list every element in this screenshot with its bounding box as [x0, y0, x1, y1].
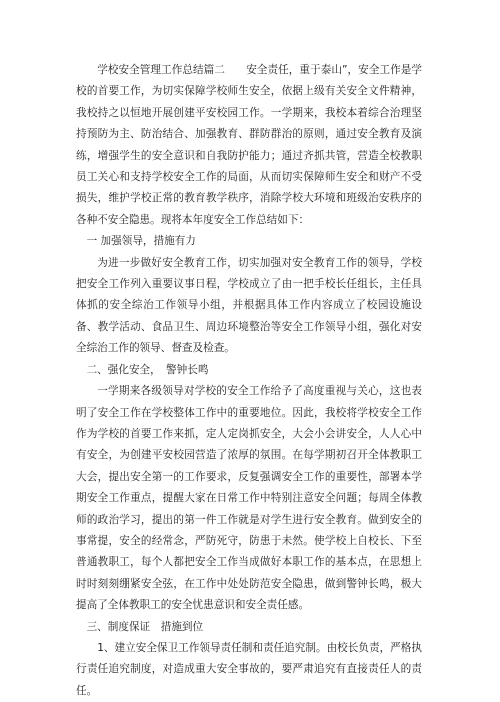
section-heading-3: 三、制度保证 措施到位 [86, 620, 204, 633]
section-3-paragraph: 1、建立安全保卫工作领导责任制和责任追究制。由校长负责，严格执行责任追究制度，对造成重大安全事故的，要严肃追究有直接责任人的责任。 [76, 641, 422, 697]
section-1-paragraph: 为进一步做好安全教育工作，切实加强对安全教育工作的领导，学校把安全工作列入重要议事日程，学校成立了由一把手校长任组长，主任具体抓的安全综治工作领导小组，并根据具体工作内容成立了校园设施设备、教学活动、食品卫生、周边环境整治等安全工作领导小组，强化对安全综治工作的领导、督查及检查。 [76, 256, 422, 355]
intro-paragraph: 学校安全管理工作总结篇二 安全责任，重于泰山”，安全工作是学校的首要工作，为切实保障学校师生安全，依据上级有关安全文件精神，我校持之以恒地开展创建平安校园工作。一学期来，我校本着综合治理坚持预防为主、防治结合、加强教育、群防群治的原则，通过安全教育及演练，增强学生的安全意识和自我防护能力；通过齐抓共管，营造全校教职员工关心和支持学校安全工作的局面，从而切实保障师生安全和财产不受损失，维护学校正常的教育教学秩序，消除学校大环境和班级治安秩序的各种不安全隐患。现将本年度安全工作总结如下： [76, 64, 422, 226]
section-heading-2: 二、强化安全， 警钟长鸣 [86, 363, 209, 376]
section-heading-1: 一 加强领导，措施有力 [86, 235, 196, 248]
document-body [76, 60, 422, 702]
section-2-paragraph: 一学期来各级领导对学校的安全工作给予了高度重视与关心，这也表明了安全工作在学校整体工作中的重要地位。因此，我校将学校安全工作作为学校的首要工作来抓，定人定岗抓安全，大会小会讲安全，人人心中有安全，为创建平安校园营造了浓厚的氛围。在每学期初召开全体教职工大会，提出安全第一的工作要求，反复强调安全工作的重要性，部署本学期安全工作重点，提醒大家在日常工作中特别注意安全问题；每周全体教师的政治学习，提出的第一件工作就是对学生进行安全教育。做到安全的事常提，安全的经常念，严防死守，防患于未然。使学校上自校长、下至普通教职工，每个人都把安全工作当成做好本职工作的基本点，在思想上时时刻刻绷紧安全弦，在工作中处处防范安全隐患，做到警钟长鸣，极大提高了全体教职工的安全忧患意识和安全责任感。 [76, 385, 422, 612]
